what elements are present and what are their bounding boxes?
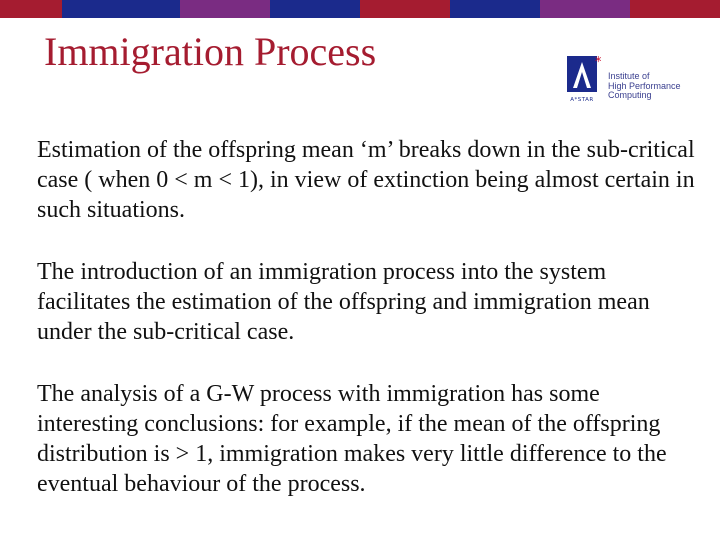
svg-text:*: * xyxy=(595,56,601,70)
bar-segment xyxy=(630,0,720,18)
logo-line-2: High Performance xyxy=(608,80,681,91)
paragraph-3: The analysis of a G-W process with immigration has some interesting conclusions: for example, if the mean of the offspring distribution is > 1, immigration makes very little difference to the eventual behaviour of the process. xyxy=(37,381,667,497)
bar-segment xyxy=(180,0,270,18)
bar-segment xyxy=(62,0,180,18)
slide-title: Immigration Process xyxy=(44,29,377,74)
paragraph-1: Estimation of the offspring mean ‘m’ breaks down in the sub-critical case ( when 0 < m < 1), in view of extinction being almost certain in such situations. xyxy=(37,137,695,223)
slide-body xyxy=(37,135,697,531)
ihpc-logo xyxy=(567,56,687,104)
top-color-bar xyxy=(0,0,720,18)
paragraph-2: The introduction of an immigration process into the system facilitates the estimation of the offspring and immigration mean under the sub-critical case. xyxy=(37,259,650,345)
bar-segment xyxy=(360,0,450,18)
logo-line-1: Institute of xyxy=(608,71,650,81)
bar-segment xyxy=(270,0,360,18)
astar-logo-icon xyxy=(567,56,601,102)
bar-segment xyxy=(450,0,540,18)
logo-caption: A*STAR xyxy=(570,97,594,102)
logo-text xyxy=(608,72,681,101)
bar-segment xyxy=(0,0,62,18)
logo-line-3: Computing xyxy=(608,90,652,100)
bar-segment xyxy=(540,0,630,18)
